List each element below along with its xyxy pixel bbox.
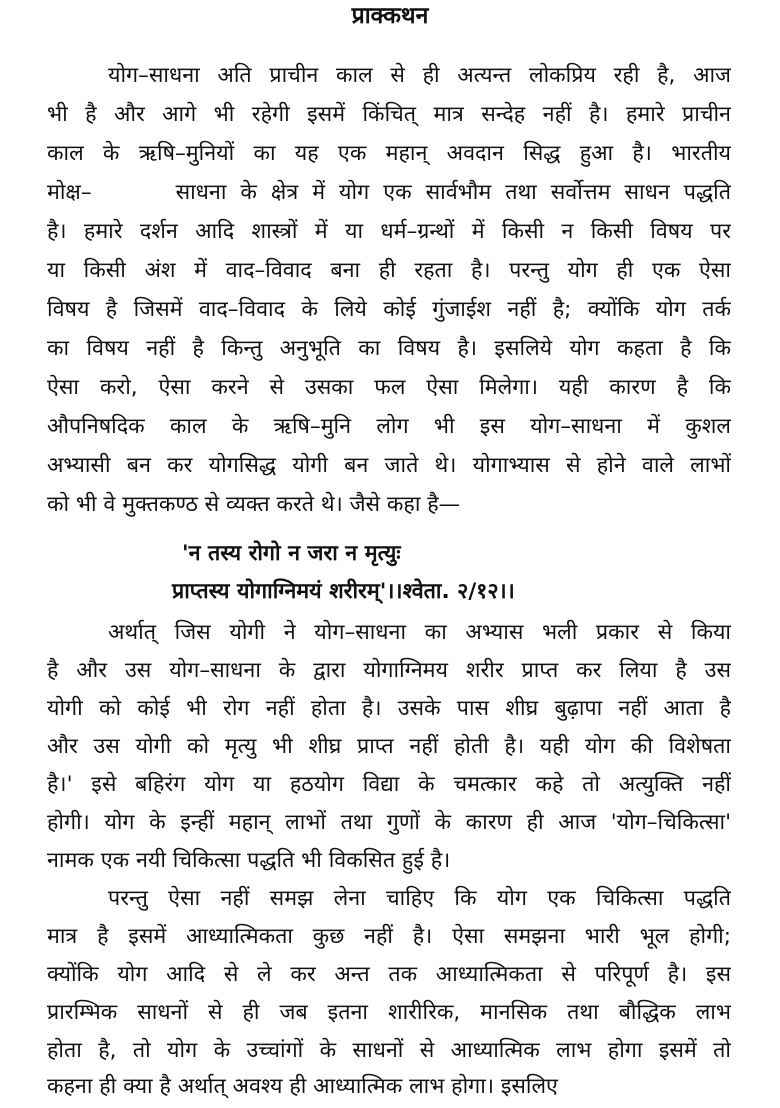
text-line: प्रारम्भिक साधनों से ही जब इतना शारीरिक, मानसिक तथा बौद्धिक लाभ [47, 1000, 731, 1025]
text-line: या किसी अंश में वाद–विवाद बना ही रहता है। परन्तु योग ही एक ऐसा [47, 258, 731, 283]
text-line: है।' इसे बहिरंग योग या हठयोग विद्या के चमत्कार कहे तो अत्युक्ति नहीं [47, 772, 731, 797]
text-line: विषय है जिसमें वाद–विवाद के लिये कोई गुंजाईश नहीं है; क्योंकि योग तर्क [47, 297, 731, 322]
text-line: ऐसा करो, ऐसा करने से उसका फल ऐसा मिलेगा। यही कारण है कि [47, 375, 731, 400]
text-line: अर्थात् जिस योगी ने योग–साधना का अभ्यास भली प्रकार से किया [108, 620, 731, 645]
text-line: योग–साधना अति प्राचीन काल से ही अत्यन्त लोकप्रिय रही है, आज [108, 63, 731, 88]
verse-line: 'न तस्य रोगो न जरा न मृत्युः [182, 541, 401, 566]
text-line: है और उस योग–साधना के द्वारा योगाग्निमय शरीर प्राप्त कर लिया है उस [47, 658, 731, 683]
verse-line: प्राप्तस्य योगाग्निमयं शरीरम्'।।श्वेता. २/१२।। [172, 579, 515, 604]
text-line: कहना ही क्या है अर्थात् अवश्य ही आध्यात्मिक लाभ होगा। इसलिए [47, 1074, 558, 1099]
text-line: का विषय नहीं है किन्तु अनुभूति का विषय है। इसलिये योग कहता है कि [47, 336, 731, 361]
text-line: मोक्ष– साधना के क्षेत्र में योग एक सार्वभौम तथा सर्वोत्तम साधन पद्धति [47, 180, 731, 205]
text-line: औपनिषदिक काल के ऋषि–मुनि लोग भी इस योग–साधना में कुशल [47, 414, 731, 439]
text-line: और उस योगी को मृत्यु भी शीघ्र प्राप्त नहीं होती है। यही योग की विशेषता [47, 734, 731, 759]
text-line: अभ्यासी बन कर योगसिद्ध योगी बन जाते थे। योगाभ्यास से होने वाले लाभों [47, 453, 731, 478]
text-line: क्योंकि योग आदि से ले कर अन्त तक आध्यात्मिकता से परिपूर्ण है। इस [47, 962, 731, 987]
text-line: योगी को कोई भी रोग नहीं होता है। उसके पास शीघ्र बुढ़ापा नहीं आता है [47, 696, 731, 721]
text-line: को भी वे मुक्तकण्ठ से व्यक्त करते थे। जैसे कहा है— [47, 492, 461, 517]
text-line: नामक एक नयी चिकित्सा पद्धति भी विकसित हुई है। [47, 848, 451, 873]
text-line: भी है और आगे भी रहेगी इसमें किंचित् मात्र सन्देह नहीं है। हमारे प्राचीन [47, 102, 731, 127]
text-line: होगी। योग के इन्हीं महान् लाभों तथा गुणों के कारण ही आज 'योग–चिकित्सा' [47, 810, 731, 835]
text-line: मात्र है इसमें आध्यात्मिकता कुछ नहीं है। ऐसा समझना भारी भूल होगी; [47, 924, 731, 949]
text-line: परन्तु ऐसा नहीं समझ लेना चाहिए कि योग एक चिकित्सा पद्धति [108, 886, 731, 911]
text-line: होता है, तो योग के उच्चांगों के साधनों से आध्यात्मिक लाभ होगा इसमें तो [47, 1038, 731, 1063]
text-line: है। हमारे दर्शन आदि शास्त्रों में या धर्म–ग्रन्थों में किसी न किसी विषय पर [47, 219, 731, 244]
text-line: काल के ऋषि–मुनियों का यह एक महान् अवदान सिद्ध हुआ है। भारतीय [47, 141, 731, 166]
page-title: प्राक्कथन [351, 3, 429, 29]
